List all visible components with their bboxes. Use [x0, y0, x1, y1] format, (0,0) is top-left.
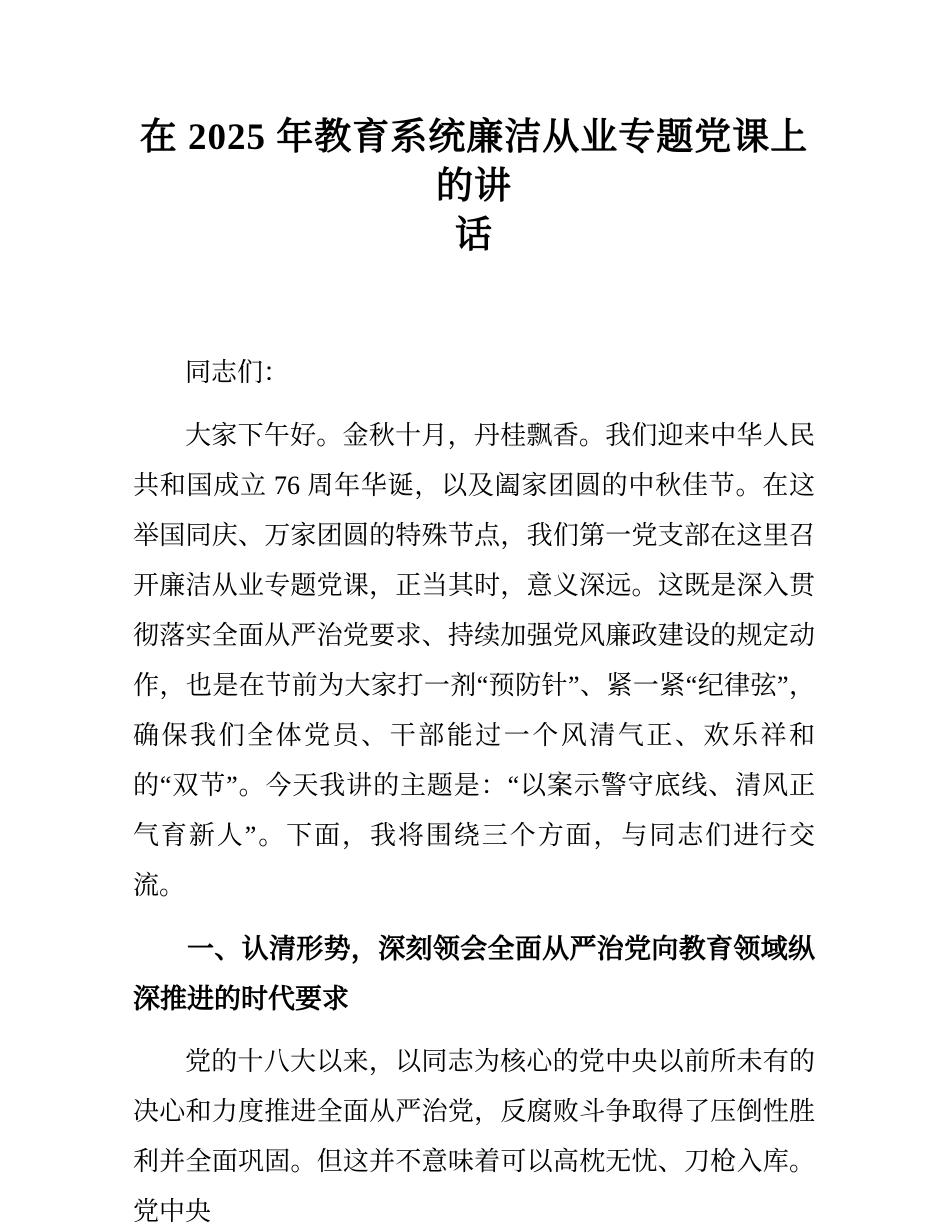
paragraph-intro: 大家下午好。金秋十月，丹桂飘香。我们迎来中华人民共和国成立 76 周年华诞，以及阖家团圆的中秋佳节。在这举国同庆、万家团圆的特殊节点，我们第一党支部在这里召开廉洁从业专题党课，正当其时，意义深远。这既是深入贯彻落实全面从严治党要求、持续加强党风廉政建设的规定动作，也是在节前为大家打一剂“预防针”、紧一紧“纪律弦”，确保我们全体党员、干部能过一个风清气正、欢乐祥和的“双节”。今天我讲的主题是：“以案示警守底线、清风正气育新人”。下面，我将围绕三个方面，与同志们进行交流。 [133, 421, 815, 900]
section-heading-1: 一、认清形势，深刻领会全面从严治党向教育领域纵深推进的时代要求 [133, 934, 815, 1014]
document-content [133, 113, 815, 1230]
salutation: 同志们： [185, 358, 290, 387]
title-line-2: 话 [455, 215, 493, 256]
document-title [133, 113, 815, 260]
title-line-1: 在 2025 年教育系统廉洁从业专题党课上的讲 [139, 117, 809, 207]
paragraph-section-1-body: 党的十八大以来，以同志为核心的党中央以前所未有的决心和力度推进全面从严治党，反腐败斗争取得了压倒性胜利并全面巩固。但这并不意味着可以高枕无忧、刀枪入库。党中央 [133, 1047, 815, 1226]
